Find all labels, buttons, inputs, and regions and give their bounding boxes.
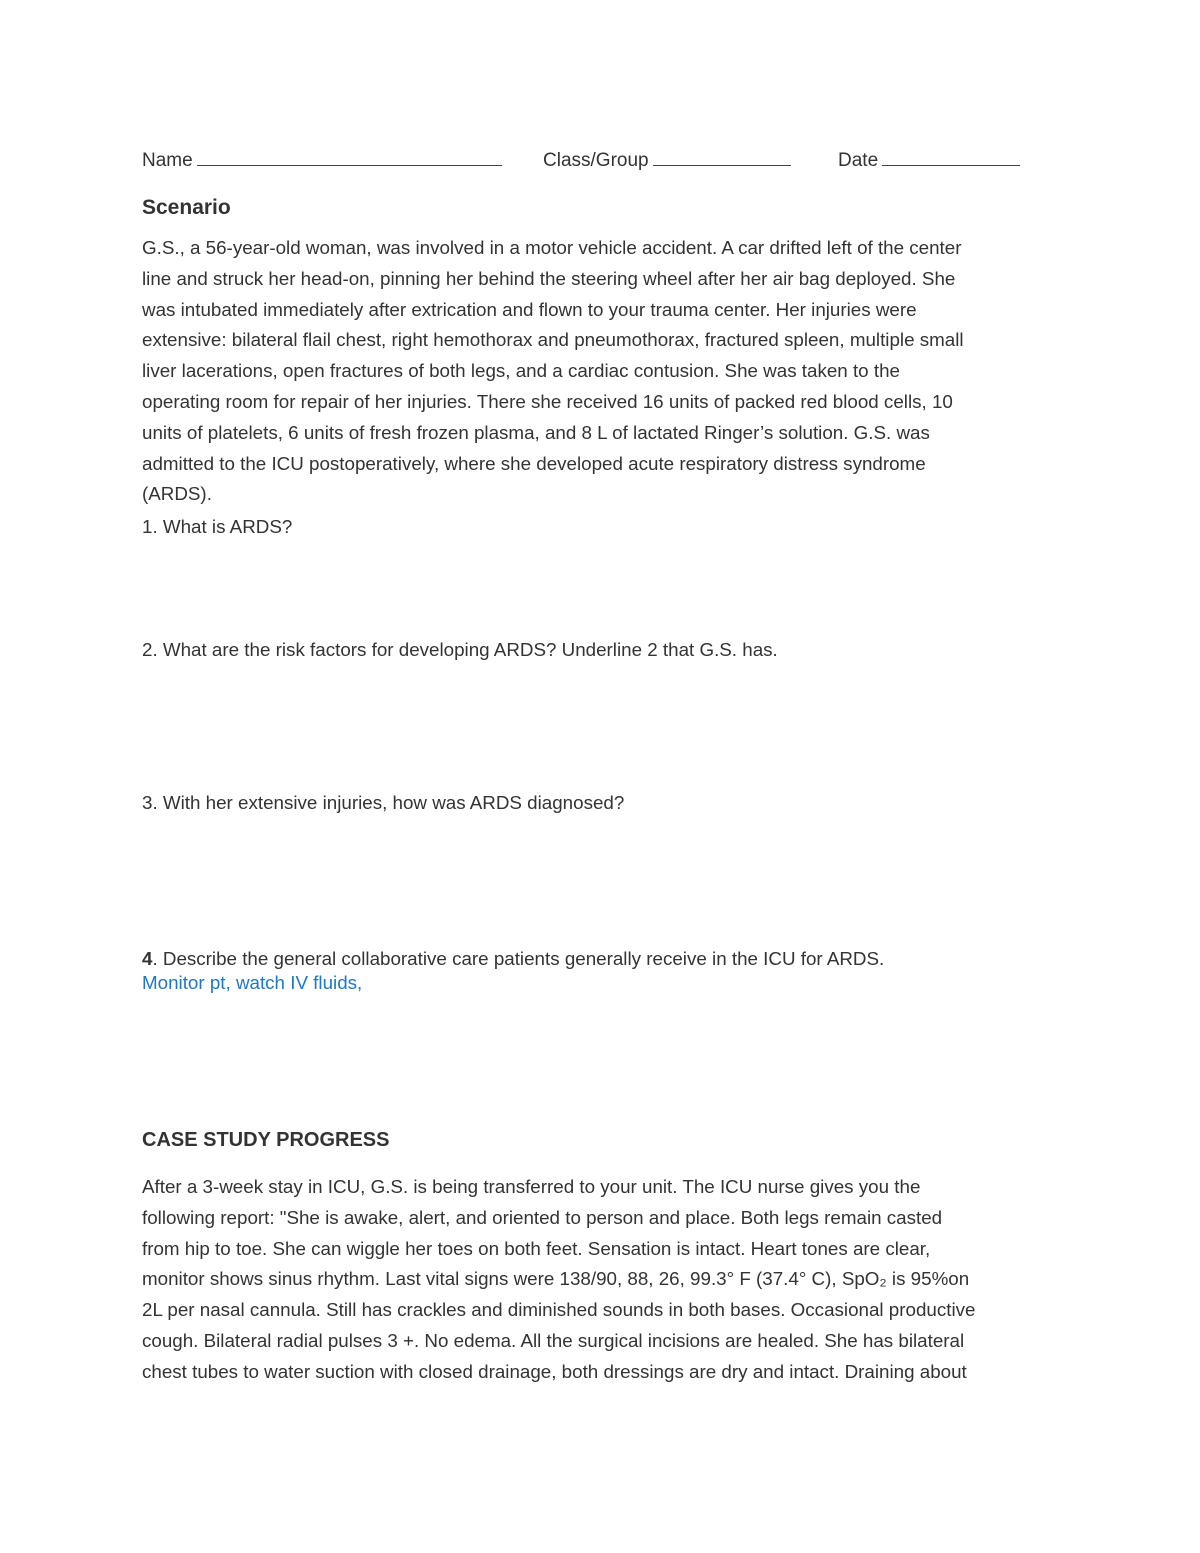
question-2: 2. What are the risk factors for developing ARDS? Underline 2 that G.S. has.	[142, 639, 778, 660]
date-label: Date	[838, 150, 879, 171]
class-group-label: Class/Group	[543, 150, 649, 171]
question-1: 1. What is ARDS?	[142, 516, 293, 537]
question-4-number: 4	[142, 948, 153, 969]
progress-line: 2L per nasal cannula. Still has crackles and diminished sounds in both bases. Occasional productive	[142, 1299, 976, 1321]
date-blank-line[interactable]	[882, 147, 1020, 166]
class-group-field[interactable]	[543, 147, 791, 173]
question-3: 3. With her extensive injuries, how was ARDS diagnosed?	[142, 792, 625, 813]
question-4-answer[interactable]: Monitor pt, watch IV fluids,	[142, 972, 363, 993]
header-fields	[142, 147, 1042, 175]
progress-paragraph	[142, 1172, 1062, 1388]
name-field[interactable]	[142, 147, 502, 173]
scenario-line: was intubated immediately after extrication and flown to your trauma center. Her injuries were	[142, 298, 917, 320]
scenario-line: operating room for repair of her injuries. There she received 16 units of packed red blood cells, 10	[142, 390, 953, 412]
question-4-text: . Describe the general collaborative care patients generally receive in the ICU for ARDS.	[152, 948, 885, 969]
progress-line: from hip to toe. She can wiggle her toes on both feet. Sensation is intact. Heart tones are clear,	[142, 1237, 931, 1259]
scenario-line: G.S., a 56-year-old woman, was involved in a motor vehicle accident. A car drifted left of the center	[142, 237, 962, 258]
progress-line: After a 3-week stay in ICU, G.S. is being transferred to your unit. The ICU nurse gives you the	[142, 1176, 921, 1197]
name-label: Name	[142, 150, 193, 171]
date-field[interactable]	[838, 147, 1020, 173]
progress-line: cough. Bilateral radial pulses 3 +. No edema. All the surgical incisions are healed. She has bilateral	[142, 1329, 965, 1351]
name-blank-line[interactable]	[197, 147, 502, 166]
scenario-paragraph	[142, 233, 1062, 510]
progress-line: chest tubes to water suction with closed drainage, both dressings are dry and intact. Draining about	[142, 1360, 967, 1382]
scenario-line: (ARDS).	[142, 483, 212, 505]
progress-line: monitor shows sinus rhythm. Last vital signs were 138/90, 88, 26, 99.3° F (37.4° C), SpO₂ is 95%on	[142, 1268, 970, 1290]
scenario-line: admitted to the ICU postoperatively, where she developed acute respiratory distress syndrome	[142, 452, 926, 474]
scenario-line: extensive: bilateral flail chest, right hemothorax and pneumothorax, fractured spleen, multiple small	[142, 329, 964, 351]
scenario-heading: Scenario	[142, 196, 231, 219]
scenario-line: line and struck her head-on, pinning her behind the steering wheel after her air bag deployed. She	[142, 267, 956, 289]
case-study-progress-heading: CASE STUDY PROGRESS	[142, 1129, 390, 1151]
scenario-line: liver lacerations, open fractures of both legs, and a cardiac contusion. She was taken to the	[142, 360, 900, 382]
progress-line: following report: "She is awake, alert, and oriented to person and place. Both legs remain casted	[142, 1206, 943, 1228]
question-4	[142, 946, 884, 972]
class-group-blank-line[interactable]	[653, 147, 791, 166]
scenario-line: units of platelets, 6 units of fresh frozen plasma, and 8 L of lactated Ringer’s solution. G.S. was	[142, 421, 930, 443]
